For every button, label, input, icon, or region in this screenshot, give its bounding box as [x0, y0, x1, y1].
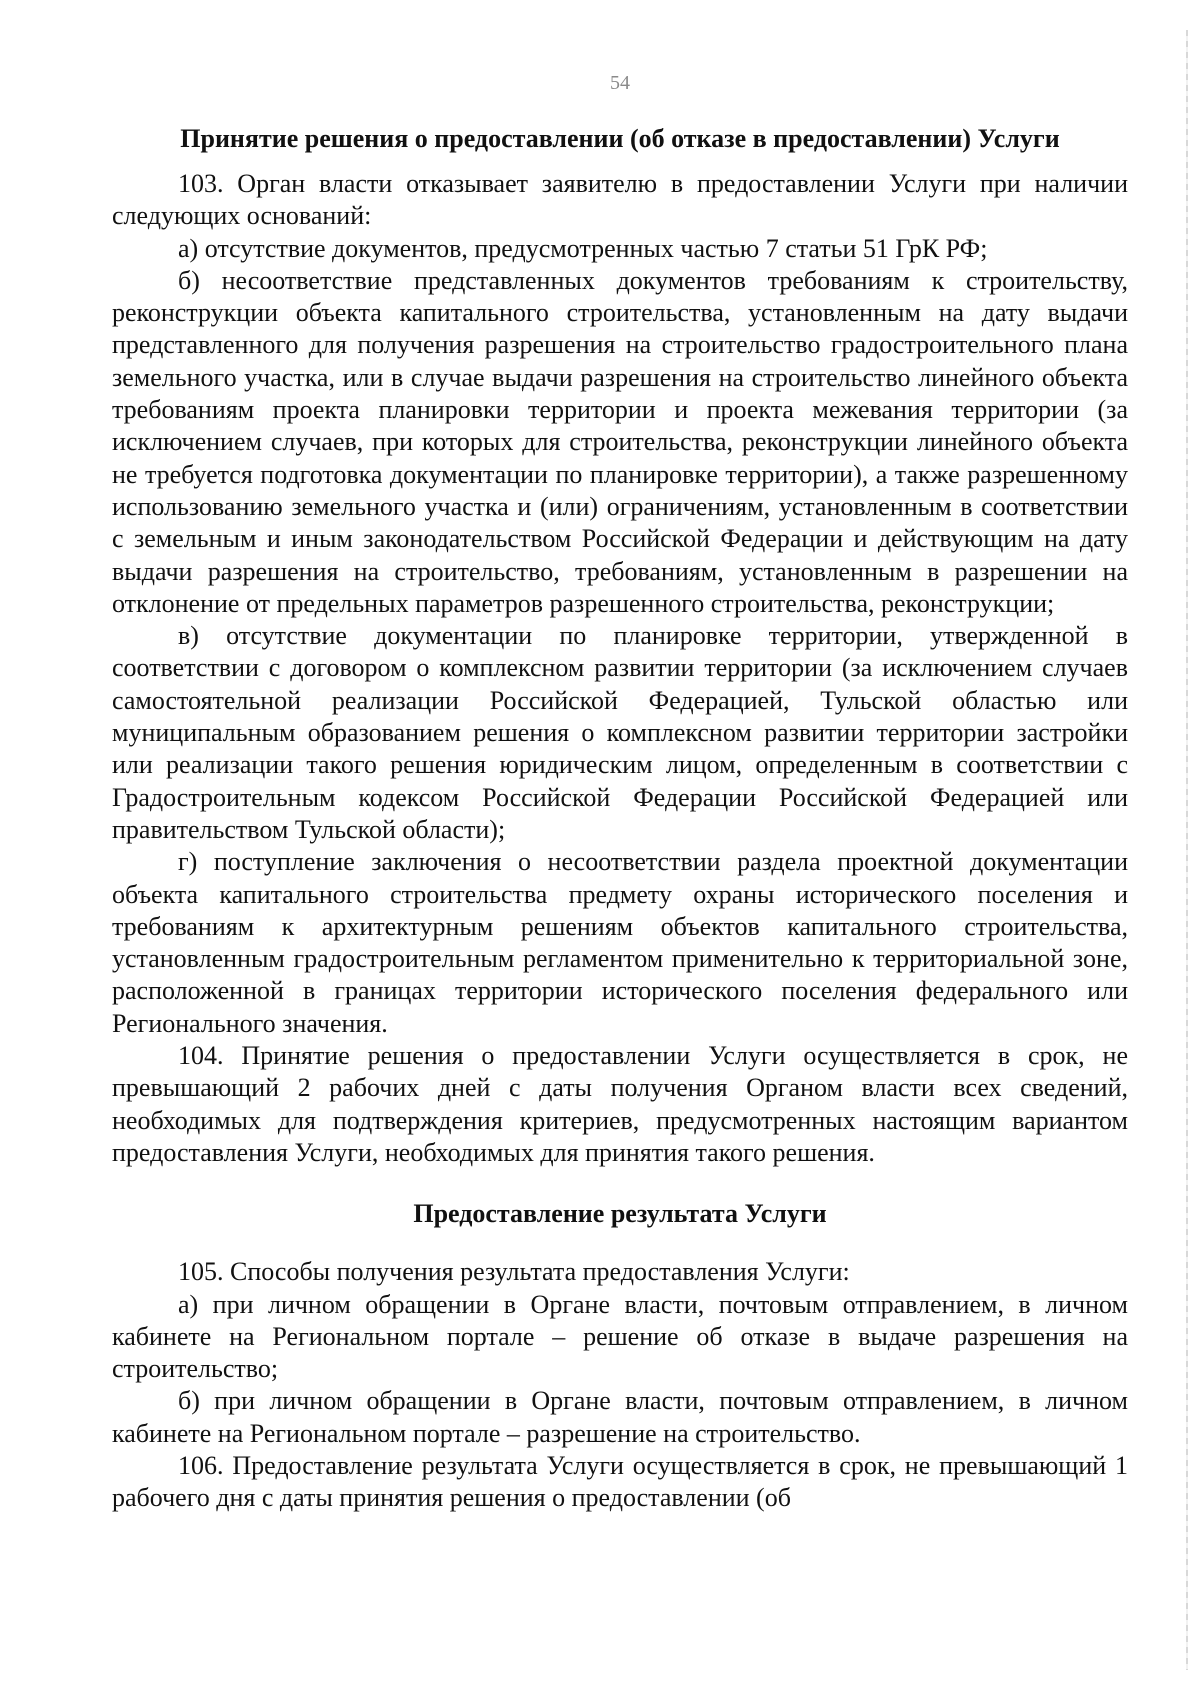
scan-edge	[1186, 30, 1188, 1670]
page-number: 54	[610, 72, 630, 94]
document-body	[112, 122, 1128, 1515]
section-heading-decision: Принятие решения о предоставлении (об отказе в предоставлении) Услуги	[180, 124, 1060, 153]
paragraph-103-g: г) поступление заключения о несоответствии раздела проектной документации объекта капитального строительства предмету охраны исторического поселения и требованиям к архитектурным решениям объектов капитального строительства, установленным градостроительным регламентом применительно к территориальной зоне, расположенной в границах территории исторического поселения федерального или Регионального значения.	[112, 847, 1128, 1038]
paragraph-104: 104. Принятие решения о предоставлении Услуги осуществляется в срок, не превышающий 2 рабочих дней с даты получения Органом власти всех сведений, необходимых для подтверждения критериев, предусмотренных настоящим вариантом предоставления Услуги, необходимых для принятия такого решения.	[112, 1041, 1128, 1167]
paragraph-106: 106. Предоставление результата Услуги осуществляется в срок, не превышающий 1 рабочего дня с даты принятия решения о предоставлении (об	[112, 1450, 1128, 1513]
paragraph-105-a: а) при личном обращении в Органе власти, почтовым отправлением, в личном кабинете на Региональном портале – решение об отказе в выдаче разрешения на строительство;	[112, 1289, 1128, 1384]
paragraph-103-b: б) несоответствие представленных документов требованиям к строительству, реконструкции объекта капитального строительства, установленным на дату выдачи представленного для получения разрешения на строительство градостроительного плана земельного участка, или в случае выдачи разрешения на строительство линейного объекта требованиям проекта планировки территории и проекта межевания территории (за исключением случаев, при которых для строительства, реконструкции линейного объекта не требуется подготовка документации по планировке территории), а также разрешенному использованию земельного участка и (или) ограничениям, установленным в соответствии с земельным и иным законодательством Российской Федерации и действующим на дату выдачи разрешения на строительство, требованиям, установленным в разрешении на отклонение от предельных параметров разрешенного строительства, реконструкции;	[112, 265, 1128, 618]
paragraph-105: 105. Способы получения результата предоставления Услуги:	[178, 1257, 850, 1287]
paragraph-103: 103. Орган власти отказывает заявителю в предоставлении Услуги при наличии следующих оснований:	[112, 169, 1128, 231]
paragraph-103-v: в) отсутствие документации по планировке территории, утвержденной в соответствии с договором о комплексном развитии территории (за исключением случаев самостоятельной реализации Российской Федерацией, Тульской областью или муниципальным образованием решения о комплексном развитии территории застройки или реализации такого решения юридическим лицом, определенным в соответствии с Градостроительным кодексом Российской Федерации Российской Федерацией или правительством Тульской области);	[112, 621, 1128, 844]
paragraph-105-b: б) при личном обращении в Органе власти, почтовым отправлением, в личном кабинете на Региональном портале – разрешение на строительство.	[112, 1386, 1128, 1448]
section-heading-result: Предоставление результата Услуги	[413, 1199, 827, 1229]
paragraph-103-a: а) отсутствие документов, предусмотренных частью 7 статьи 51 ГрК РФ;	[178, 233, 988, 263]
